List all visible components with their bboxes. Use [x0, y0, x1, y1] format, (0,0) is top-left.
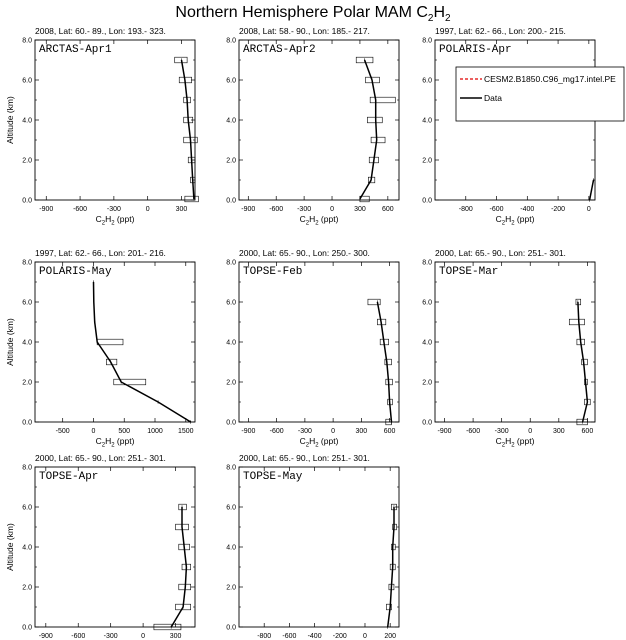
- y-axis-label: Altitude (km): [5, 318, 15, 366]
- data-profile-line: [377, 302, 391, 422]
- x-tick-label: 1500: [177, 428, 194, 435]
- panel-header: 2000, Lat: 65.- 90., Lon: 251.- 301.: [435, 248, 566, 258]
- range-box: [370, 97, 395, 103]
- panel-polaris-apr: [422, 26, 595, 227]
- x-axis-label: $C_2H_2$ (ppt): [495, 214, 535, 227]
- x-tick-label: -600: [489, 206, 504, 213]
- x-tick-label: -300: [103, 633, 118, 640]
- y-tick-label: 0.0: [22, 197, 32, 205]
- x-tick-label: 600: [383, 428, 396, 435]
- panel-header: 2000, Lat: 65.- 90., Lon: 251.- 301.: [35, 453, 166, 463]
- range-box: [185, 196, 199, 202]
- panel-arctas-apr2: [226, 26, 399, 227]
- panel-topse-feb: [226, 248, 399, 449]
- y-tick-label: 6.0: [422, 77, 432, 85]
- panel-polaris-may: [5, 248, 195, 449]
- plot-frame: [239, 467, 399, 627]
- y-tick-label: 8.0: [422, 259, 432, 267]
- x-tick-label: -600: [269, 206, 284, 213]
- y-tick-label: 2.0: [226, 379, 236, 387]
- panel-header: 2008, Lat: 58.- 90., Lon: 185.- 217.: [239, 26, 370, 36]
- panel-arctas-apr1: [5, 26, 198, 227]
- x-tick-label: -300: [297, 206, 312, 213]
- y-tick-label: 4.0: [422, 117, 432, 125]
- y-tick-label: 2.0: [226, 584, 236, 592]
- x-tick-label: 0: [528, 428, 533, 435]
- x-tick-label: 300: [354, 206, 366, 213]
- x-tick-label: 1000: [147, 428, 163, 435]
- y-tick-label: 6.0: [22, 299, 32, 307]
- y-axis-label: Altitude (km): [5, 96, 15, 144]
- panel-topse-mar: [422, 248, 595, 449]
- x-tick-label: -400: [520, 206, 535, 213]
- range-box: [114, 379, 146, 385]
- x-tick-label: -600: [466, 428, 481, 435]
- data-profile-line: [590, 180, 594, 200]
- range-box: [569, 319, 584, 325]
- x-tick-label: 0: [363, 633, 367, 640]
- panel-label: TOPSE-Apr: [39, 471, 99, 483]
- y-tick-label: 0.0: [422, 197, 432, 205]
- x-tick-label: -900: [241, 428, 256, 435]
- y-tick-label: 2.0: [422, 379, 432, 387]
- y-tick-label: 8.0: [226, 37, 236, 45]
- x-tick-label: -300: [494, 428, 509, 435]
- x-tick-label: -500: [55, 428, 70, 435]
- x-axis-label: $C_2H_2$ (ppt): [299, 436, 339, 449]
- figure-title: Northern Hemisphere Polar MAM $C_2H_2$: [175, 4, 451, 24]
- x-tick-label: -900: [437, 428, 452, 435]
- data-profile-line: [171, 507, 186, 627]
- y-tick-label: 0.0: [226, 624, 236, 632]
- legend-model-label: CESM2.B1850.C96_mg17.intel.PE: [484, 74, 616, 84]
- y-tick-label: 6.0: [226, 299, 236, 307]
- plot-frame: [239, 262, 399, 422]
- legend-data-label: Data: [484, 93, 502, 103]
- plot-frame: [35, 467, 195, 627]
- y-tick-label: 6.0: [22, 77, 32, 85]
- y-tick-label: 2.0: [22, 157, 32, 165]
- x-axis-label: $C_2H_2$ (ppt): [95, 214, 135, 227]
- y-axis-label: Altitude (km): [5, 523, 15, 571]
- x-tick-label: 300: [552, 428, 565, 435]
- y-tick-label: 0.0: [22, 419, 32, 427]
- panel-label: TOPSE-Mar: [439, 266, 499, 278]
- x-tick-label: -200: [551, 206, 566, 213]
- panels: [5, 26, 624, 640]
- range-box: [371, 137, 385, 143]
- data-profile-line: [388, 507, 394, 627]
- y-tick-label: 4.0: [226, 544, 236, 552]
- x-tick-label: -900: [38, 633, 53, 640]
- panel-label: ARCTAS-Apr2: [243, 44, 316, 56]
- panel-topse-apr: [5, 453, 195, 640]
- panel-header: 2000, Lat: 65.- 90., Lon: 251.- 301.: [239, 453, 370, 463]
- x-tick-label: 200: [384, 633, 397, 640]
- x-tick-label: -300: [297, 428, 312, 435]
- panel-label: POLARIS-May: [39, 266, 112, 278]
- x-tick-label: -200: [332, 633, 347, 640]
- y-tick-label: 8.0: [226, 259, 236, 267]
- x-tick-label: -800: [458, 206, 473, 213]
- y-tick-label: 8.0: [22, 37, 32, 45]
- x-tick-label: 300: [169, 633, 182, 640]
- x-tick-label: 0: [145, 206, 150, 213]
- x-tick-label: -900: [39, 206, 54, 213]
- y-tick-label: 4.0: [22, 339, 32, 347]
- x-tick-label: 500: [118, 428, 131, 435]
- y-tick-label: 2.0: [22, 584, 32, 592]
- panel-header: 2000, Lat: 65.- 90., Lon: 250.- 300.: [239, 248, 370, 258]
- x-tick-label: 600: [381, 206, 394, 213]
- x-tick-label: -400: [307, 633, 322, 640]
- x-tick-label: -900: [241, 206, 256, 213]
- data-profile-line: [182, 60, 194, 199]
- y-tick-label: 4.0: [22, 544, 32, 552]
- range-box: [367, 117, 382, 123]
- panel-header: 2008, Lat: 60.- 89., Lon: 193.- 323.: [35, 26, 166, 36]
- range-box: [175, 57, 187, 63]
- x-tick-label: 300: [175, 206, 188, 213]
- y-tick-label: 2.0: [226, 157, 236, 165]
- y-tick-label: 0.0: [422, 419, 432, 427]
- x-tick-label: 0: [91, 428, 96, 435]
- y-tick-label: 0.0: [226, 419, 236, 427]
- x-tick-label: -600: [73, 206, 88, 213]
- x-axis-label: $C_2H_2$ (ppt): [95, 436, 135, 449]
- plot-frame: [35, 40, 195, 200]
- y-tick-label: 8.0: [422, 37, 432, 45]
- panel-label: TOPSE-Feb: [243, 266, 303, 278]
- panel-header: 1997, Lat: 62.- 66., Lon: 200.- 215.: [435, 26, 566, 36]
- panel-topse-may: [226, 453, 399, 640]
- y-tick-label: 4.0: [422, 339, 432, 347]
- y-tick-label: 6.0: [226, 77, 236, 85]
- data-profile-line: [578, 302, 588, 422]
- y-tick-label: 8.0: [22, 464, 32, 472]
- y-tick-label: 8.0: [22, 259, 32, 267]
- x-tick-label: -600: [71, 633, 86, 640]
- x-tick-label: 0: [330, 206, 334, 213]
- panel-header: 1997, Lat: 62.- 66., Lon: 201.- 216.: [35, 248, 166, 258]
- y-tick-label: 0.0: [226, 197, 236, 205]
- y-tick-label: 4.0: [22, 117, 32, 125]
- plot-frame: [35, 262, 195, 422]
- y-tick-label: 2.0: [22, 379, 32, 387]
- y-tick-label: 4.0: [226, 117, 236, 125]
- x-tick-label: 0: [141, 633, 146, 640]
- data-profile-line: [94, 282, 191, 422]
- panel-label: POLARIS-Apr: [439, 44, 512, 56]
- y-tick-label: 6.0: [22, 504, 32, 512]
- panel-label: ARCTAS-Apr1: [39, 44, 112, 56]
- x-tick-label: 0: [331, 428, 336, 435]
- x-tick-label: 300: [355, 428, 368, 435]
- y-tick-label: 0.0: [22, 624, 32, 632]
- legend: [456, 67, 624, 121]
- x-tick-label: -800: [257, 633, 272, 640]
- y-tick-label: 6.0: [422, 299, 432, 307]
- plot-frame: [435, 262, 595, 422]
- x-tick-label: 0: [586, 206, 591, 213]
- x-tick-label: -600: [269, 428, 284, 435]
- y-tick-label: 8.0: [226, 464, 236, 472]
- x-tick-label: -600: [282, 633, 297, 640]
- x-tick-label: -300: [106, 206, 121, 213]
- y-tick-label: 6.0: [226, 504, 236, 512]
- y-tick-label: 4.0: [226, 339, 236, 347]
- x-axis-label: $C_2H_2$ (ppt): [299, 214, 339, 227]
- x-tick-label: 600: [581, 428, 594, 435]
- y-tick-label: 2.0: [422, 157, 432, 165]
- x-axis-label: $C_2H_2$ (ppt): [495, 436, 535, 449]
- panel-label: TOPSE-May: [243, 471, 303, 483]
- range-box: [97, 339, 123, 345]
